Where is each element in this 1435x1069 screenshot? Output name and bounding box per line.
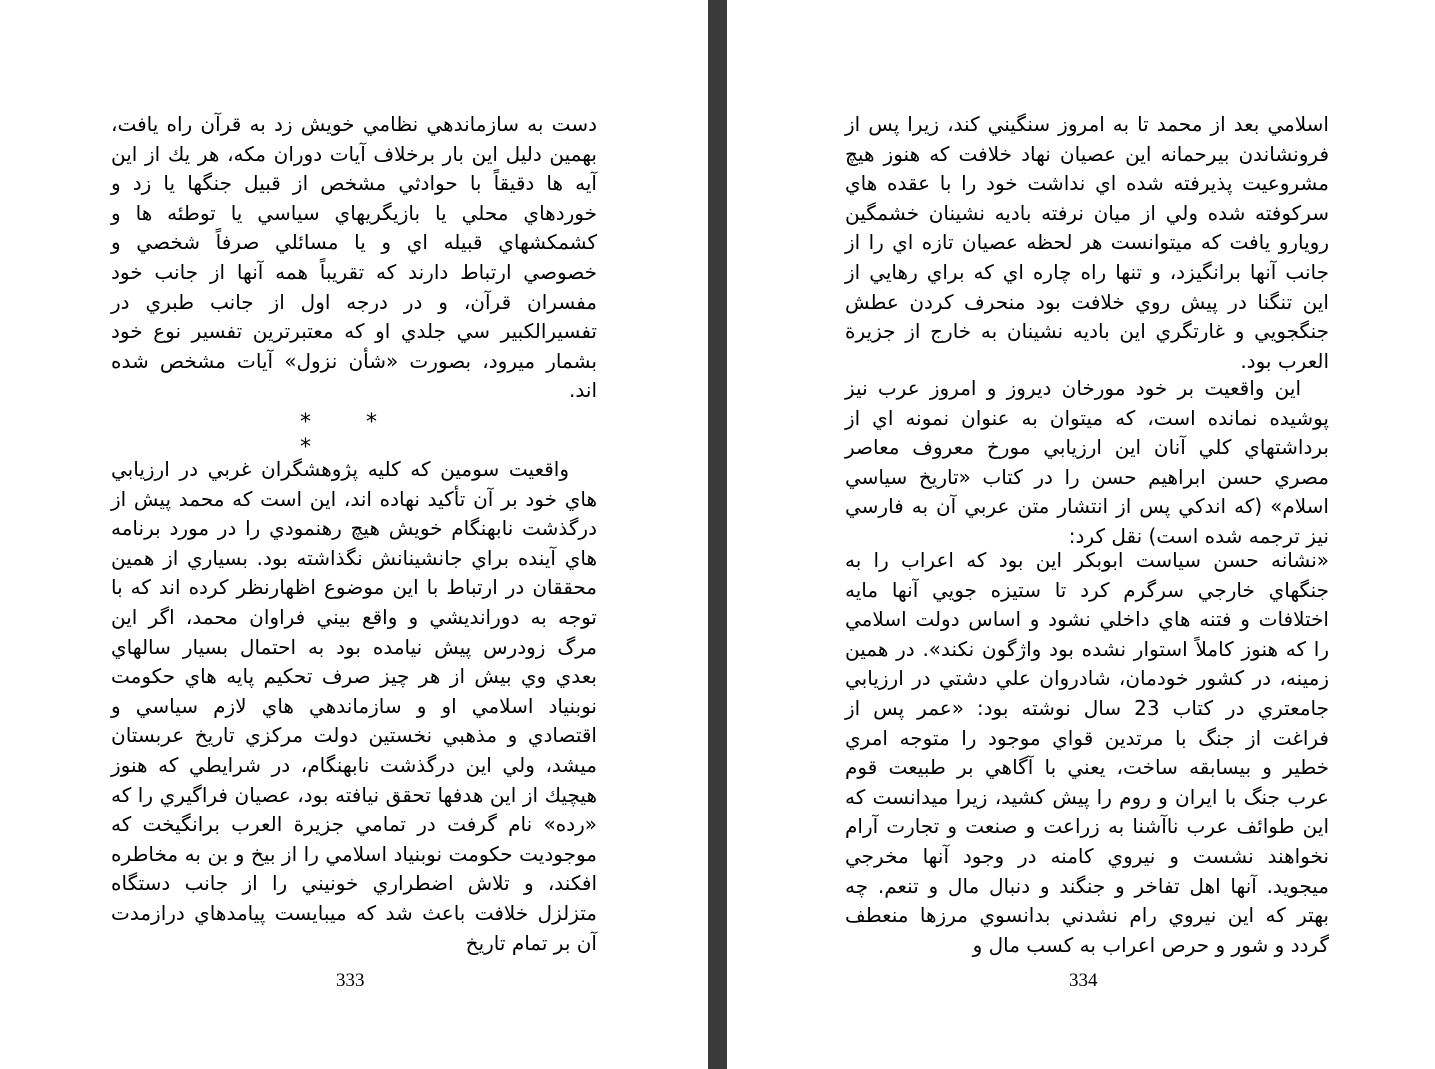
book-gutter <box>708 0 727 1069</box>
left-paragraph-1: دست به سازماندهي نظامي خويش زد به قرآن راه يافت، بهمين دليل اين بار برخلاف آيات دوران مكه، هر يك از اين آيه ها دقيقاً با حوادثي مشخص از قبيل جنگها يا زد و خوردهاي محلي يا بازيگريهاي سياسي يا توطئه ها و كشمكشهاي قبيله اي و يا مسائلي صرفاً شخصي و خصوصي ارتباط دارند كه تقريباً همه آنها از جانب خود مفسران قرآن، و در درجه اول از جانب طبري در تفسيرالكبير سي جلدي او كه معتبرترين تفسير نوع خود بشمار ميرود، بصورت «شأن نزول» آيات مشخص شده اند. <box>111 112 597 403</box>
right-paragraph-2: اين واقعيت بر خود مورخان ديروز و امروز عرب نيز پوشيده نمانده است، كه ميتوان به عنوان نمونه اي از برداشتهاي كلي آنان اين ارزيابي مورخ معروف معاصر مصري حسن ابراهيم حسن را در كتاب «تاريخ سياسي اسلام» (كه اندكي پس از انتشار متن عربي آن به فارسي نيز ترجمه شده است) نقل كرد: <box>845 376 1329 548</box>
page-number-left: 333 <box>336 970 365 991</box>
page-number-right: 334 <box>1069 970 1098 991</box>
right-page <box>727 0 1435 1069</box>
left-paragraph-2: واقعيت سومين كه كليه پژوهشگران غربي در ارزيابي هاي خود بر آن تأكيد نهاده اند، اين است كه محمد پيش از درگذشت نابهنگام خويش هيچ رهنمودي را در مورد برنامه هاي آينده براي جانشينانش نگذاشته بود. بسياري از همين محققان در ارتباط با اين موضوع اظهارنظر كرده اند كه با توجه به دورانديشي و واقع بيني فراوان محمد، اگر اين مرگ زودرس پيش نيامده بود به احتمال بسيار سالهاي بعدي وي بيش از هر چيز صرف تحكيم پايه هاي حكومت نوبنياد اسلامي او و سازماندهي هاي لازم سياسي و اقتصادي و مذهبي نخستين دولت مركزي تاريخ عربستان ميشد، ولي اين درگذشت نابهنگام، در شرايطي كه هنوز هيچيك از اين هدفها تحقق نيافته بود، عصيان فراگيري را كه «رده» نام گرفت در تمامي جزيرة العرب برانگيخت كه موجوديت حكومت نوبنياد اسلامي را از بيخ و بن به مخاطره افكند، و تلاش اضطراري خونيني را از جانب دستگاه متزلزل خلافت باعث شد كه ميبايست پيامدهاي درازمدت آن بر تمام تاريخ <box>111 457 597 955</box>
right-paragraph-1: اسلامي بعد از محمد تا به امروز سنگيني كند، زيرا پس از فرونشاندن بيرحمانه اين عصيان نهاد خلافت كه هنوز هيچ مشروعيت پذيرفته شده اي نداشت خود را با عقده هاي سركوفته شده ولي از ميان نرفته باديه نشينان خشمگين رويارو يافت كه ميتوانست هر لحظه عصيان تازه اي را از جانب آنها برانگيزد، و تنها راه چاره اي كه براي رهايي از اين تنگنا در پيش روي خلافت بود منحرف كردن عطش جنگجويي و غارتگري اين باديه نشينان به خارج از جزيرة العرب بود. <box>845 112 1329 373</box>
right-paragraph-3: «نشانه حسن سياست ابوبكر اين بود كه اعراب را به جنگهاي خارجي سرگرم كرد تا ستيزه جويي آنها مايه اختلافات و فتنه هاي داخلي نشود و اساس دولت اسلامي را كه هنوز كاملاً استوار نشده بود واژگون نكند». در همين زمينه، در كشور خودمان، شادروان علي دشتي در ارزيابي جامعتري در كتاب 23 سال نوشته بود: «عمر پس از فراغت از جنگ با مرتدين قواي موجود را متوجه امري خطير و بيسابقه ساخت، يعني با آگاهي بر طبيعت قوم عرب جنگ با ايران و روم را پيش كشيد، زيرا ميدانست كه اين طوائف عرب ناآشنا به زراعت و صنعت و تجارت آرام نخواهند نشست و نيروي كامنه در وجود آنها مخرجي ميجويد. آنها اهل تفاخر و جنگند و دنبال مال و تنعم. چه بهتر كه اين نيروي رام نشدني بدانسوي مرزها منعطف گردد و شور و حرص اعراب به كسب مال و <box>845 548 1329 957</box>
section-separator: * * * <box>300 410 401 460</box>
left-page <box>0 0 708 1069</box>
